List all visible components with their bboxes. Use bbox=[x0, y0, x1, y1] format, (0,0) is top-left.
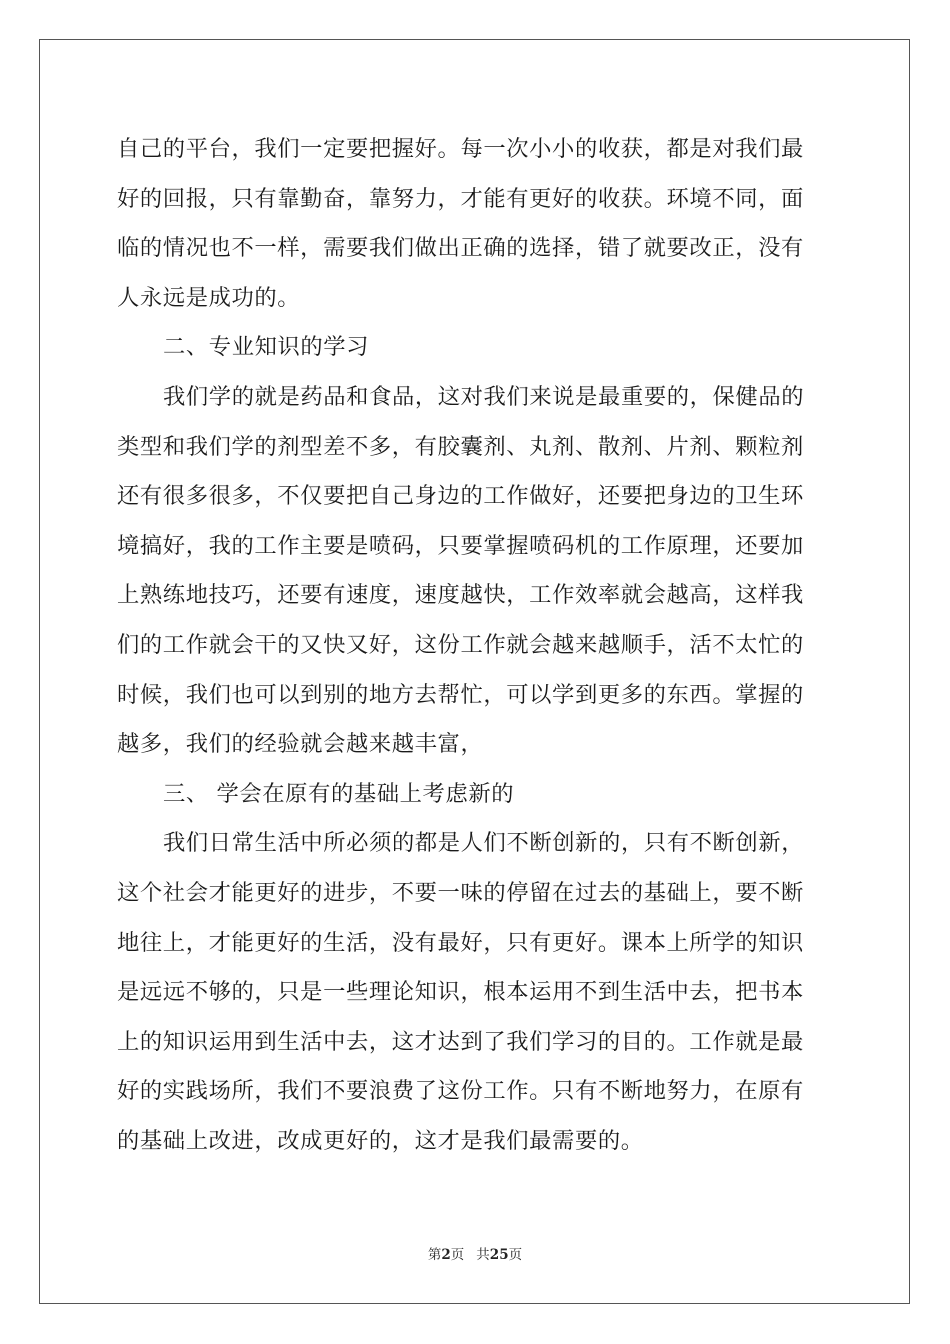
text-line: 我们学的就是药品和食品，这对我们来说是最重要的，保健品的 bbox=[163, 383, 805, 410]
text-line: 自己的平台，我们一定要把握好。每一次小小的收获，都是对我们最 bbox=[117, 136, 804, 162]
total-page-count: 25 bbox=[489, 1247, 509, 1263]
text-line: 临的情况也不一样，需要我们做出正确的选择，错了就要改正，没有 bbox=[117, 235, 804, 262]
text-line: 们的工作就会干的又快又好，这份工作就会越来越顺手，活不太忙的 bbox=[117, 631, 804, 658]
text-line: 地往上，才能更好的生活，没有最好，只有更好。课本上所学的知识 bbox=[117, 929, 804, 956]
text-line: 二、专业知识的学习 bbox=[163, 334, 370, 361]
text-line: 上的知识运用到生活中去，这才达到了我们学习的目的。工作就是最 bbox=[117, 1028, 804, 1055]
text-line: 类型和我们学的剂型差不多，有胶囊剂、丸剂、散剂、片剂、颗粒剂 bbox=[117, 433, 804, 460]
text-line: 好的实践场所，我们不要浪费了这份工作。只有不断地努力，在原有 bbox=[117, 1078, 804, 1105]
total-prefix: 共 bbox=[476, 1247, 490, 1263]
text-line: 境搞好，我的工作主要是喷码，只要掌握喷码机的工作原理，还要加 bbox=[117, 532, 804, 559]
text-line: 这个社会才能更好的进步，不要一味的停留在过去的基础上，要不断 bbox=[117, 879, 804, 906]
text-line: 三、 学会在原有的基础上考虑新的 bbox=[163, 780, 515, 807]
text-line: 好的回报，只有靠勤奋，靠努力，才能有更好的收获。环境不同，面 bbox=[117, 185, 804, 212]
page-suffix: 页 bbox=[450, 1247, 465, 1263]
text-line: 我们日常生活中所必须的都是人们不断创新的，只有不断创新， bbox=[163, 830, 805, 857]
text-line: 还有很多很多，不仅要把自己身边的工作做好，还要把身边的卫生环 bbox=[117, 483, 804, 510]
text-line: 的基础上改进，改成更好的，这才是我们最需要的。 bbox=[117, 1127, 644, 1154]
document-body bbox=[117, 125, 833, 1166]
current-page-number: 2 bbox=[441, 1247, 451, 1263]
total-suffix: 页 bbox=[508, 1247, 523, 1263]
page-prefix: 第 bbox=[427, 1247, 442, 1263]
text-line: 越多，我们的经验就会越来越丰富， bbox=[117, 731, 484, 758]
text-line: 人永远是成功的。 bbox=[117, 284, 301, 311]
text-line: 时候，我们也可以到别的地方去帮忙，可以学到更多的东西。掌握的 bbox=[117, 681, 804, 708]
page-footer bbox=[0, 1246, 950, 1264]
text-line: 是远远不够的，只是一些理论知识，根本运用不到生活中去，把书本 bbox=[117, 979, 804, 1006]
text-line: 上熟练地技巧，还要有速度，速度越快，工作效率就会越高，这样我 bbox=[117, 582, 804, 609]
